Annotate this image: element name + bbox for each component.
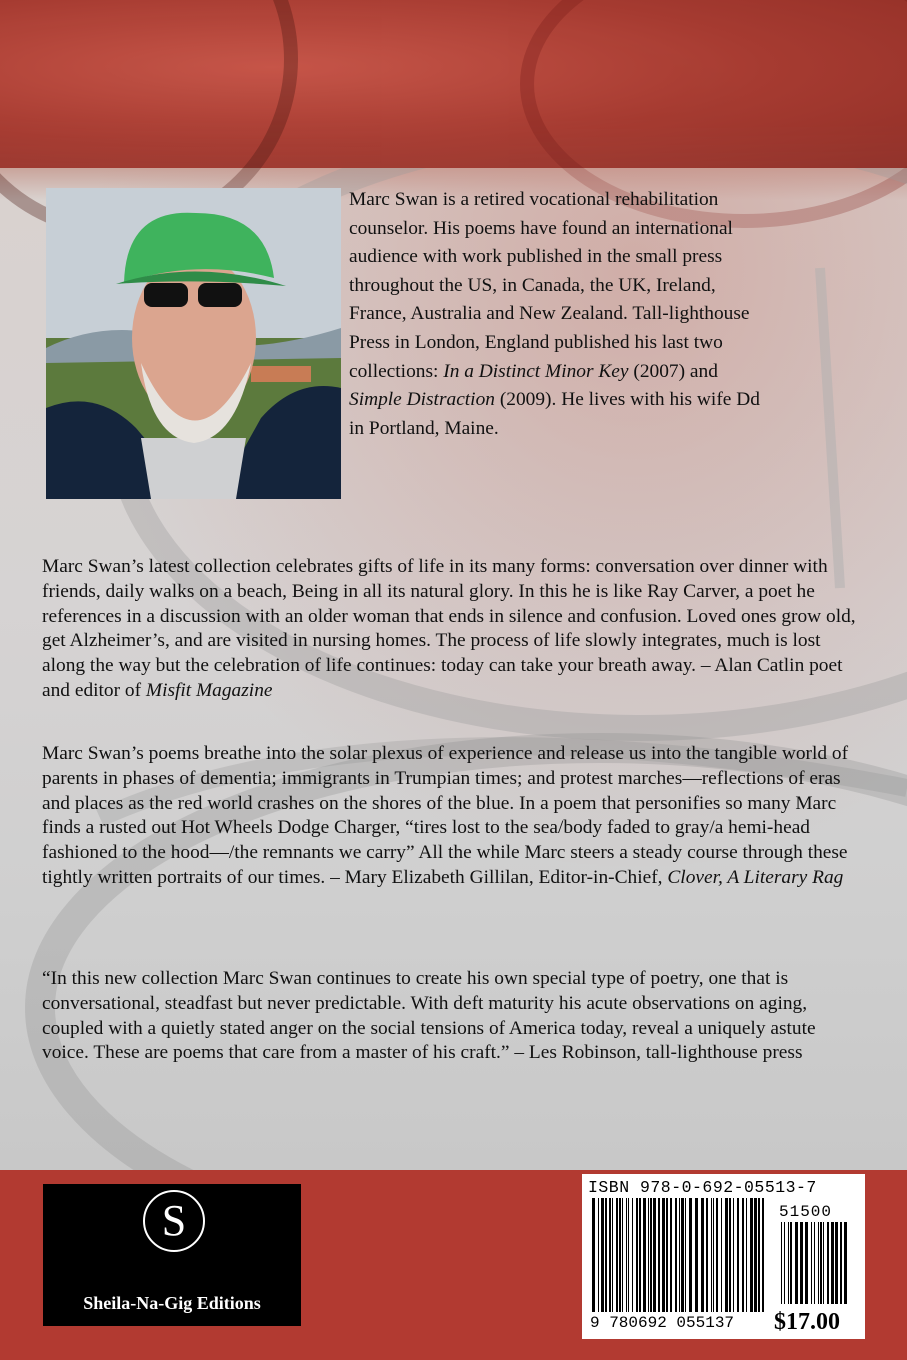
barcode-bar [827,1222,829,1304]
barcode-bar [733,1198,734,1312]
barcode-panel [582,1174,865,1339]
book-title: In a Distinct Minor Key [443,360,629,382]
barcode-bar [605,1198,607,1312]
barcode-bar [840,1222,842,1304]
barcode-bar [711,1198,712,1312]
barcode-bar [788,1222,789,1304]
barcode-bar [609,1198,611,1312]
price-label: $17.00 [774,1309,840,1335]
barcode-bar [639,1198,641,1312]
barcode-bar [844,1222,847,1304]
blurb-robinson [42,967,864,1066]
ean-barcode [590,1198,770,1312]
barcode-bar [695,1198,698,1312]
barcode-bar [685,1198,686,1312]
blurb-catlin [42,555,864,704]
barcode-bar [831,1222,834,1304]
barcode-bar [619,1198,621,1312]
barcode-bar [818,1222,819,1304]
bio-text: (2009). He lives with his wife Dd [494,389,760,411]
publisher-name: Sheila-Na-Gig Editions [83,1293,261,1313]
barcode-bar [616,1198,618,1312]
blurb-gillilan [42,742,864,891]
barcode-bar [662,1198,665,1312]
barcode-bar [795,1222,798,1304]
barcode-bar [598,1198,599,1312]
barcode-bar [713,1198,714,1312]
barcode-bar [835,1222,838,1304]
bio-line: Marc Swan is a retired vocational rehabilitation [349,189,719,210]
barcode-bar [781,1222,782,1304]
barcode-bar [701,1198,704,1312]
blurb-source: Clover, A Literary Rag [667,866,844,888]
barcode-bar [820,1222,822,1304]
barcode-bar [670,1198,672,1312]
blurb-text: Marc Swan’s poems breathe into the solar plexus of experience and release us into the tangible world of parents in phases of dementia; immigrants in Trumpian times; and protest marches—reflections of eras and places as the red world crashes on the shores of the blue. In a poem that personifies so many Marc finds a rusted out Hot Wheels Dodge Charger, “tires lost to the sea/body faded to gray/a hemi-head fashioned to the hood—/the remnants we carry” All the while Marc steers a steady course through these tightly written portraits of our times. – Mary Elizabeth Gillilan, Editor-in-Chief, [42,743,849,888]
barcode-bar [742,1198,744,1312]
barcode-bar [823,1222,824,1304]
barcode-bar [679,1198,680,1312]
blurb-text: Marc Swan’s latest collection celebrates gifts of life in its many forms: conversation over dinner with friends, daily walks on a beach, Being in all its natural glory. In this he is like Ray Carver, a poet he references in a discussion with an older woman that ends in silence and confusion. Loved ones grow old, get Alzheimer’s, and are visited in nursing homes. The process of life slowly integrates, much is lost along the way but the celebration of life continues: today can take your breath away. – Alan Catlin poet and editor of [42,556,856,701]
blurb-source: Misfit Magazine [145,679,273,701]
barcode-bar [716,1198,718,1312]
barcode-bar [729,1198,731,1312]
bio-line [349,358,867,387]
barcode-bar [675,1198,677,1312]
bio-line: counselor. His poems have found an international [349,217,733,239]
barcode-bar [706,1198,708,1312]
barcode-bar [746,1198,747,1312]
barcode-bar [653,1198,656,1312]
barcode-bar [784,1222,785,1304]
isbn-label: ISBN 978-0-692-05513-7 [588,1178,817,1197]
bio-line: Press in London, England published his last two [349,331,723,353]
barcode-bar [811,1222,812,1304]
barcode-bar [628,1198,629,1312]
barcode-bar [750,1198,753,1312]
bio-text: (2007) and [628,360,718,382]
publisher-logo [43,1184,301,1326]
barcode-bar [721,1198,722,1312]
barcode-bar [648,1198,649,1312]
barcode-bar [666,1198,668,1312]
book-title: Simple Distraction [349,389,495,411]
barcode-bar [612,1198,613,1312]
barcode-bar [632,1198,633,1312]
barcode-bar [800,1222,803,1304]
barcode-bar [681,1198,684,1312]
barcode-bar [762,1198,764,1312]
barcode-bar [650,1198,652,1312]
barcode-bar [758,1198,760,1312]
blurb-text: “In this new collection Marc Swan continues to create his own special type of poetry, one that is conversational, steadfast but never predictable. With deft maturity his acute observations on aging, coupled with a quietly stated anger on the social tensions of America today, reveal a uniquely astute voice. These are poems that care from a master of his craft.” – Les Robinson, tall-lighthouse press [42,968,816,1064]
price-addon-digits: 51500 [779,1203,833,1221]
barcode-bar [805,1222,808,1304]
barcode-bar [626,1198,627,1312]
barcode-bar [737,1198,739,1312]
barcode-bar [592,1198,595,1312]
addon-barcode [779,1222,849,1304]
bio-line: in Portland, Maine. [349,417,499,439]
barcode-bar [658,1198,660,1312]
top-red-band [0,0,907,168]
author-photo [46,188,341,499]
barcode-bar [622,1198,623,1312]
author-bio [349,186,867,443]
bio-text: collections: [349,360,444,382]
barcode-bar [814,1222,815,1304]
bio-line: France, Australia and New Zealand. Tall-lighthouse [349,303,750,325]
logo-letter: S [161,1196,187,1245]
barcode-bar [689,1198,692,1312]
barcode-bar [601,1198,604,1312]
barcode-bar [790,1222,792,1304]
barcode-bar [754,1198,757,1312]
barcode-bar [643,1198,646,1312]
barcode-bar [725,1198,728,1312]
bio-line: throughout the US, in Canada, the UK, Ireland, [349,274,716,296]
bio-line [349,386,867,415]
bio-line: audience with work published in the small press [349,246,723,268]
barcode-bar [636,1198,638,1312]
ean-digits: 9 780692 055137 [590,1314,735,1332]
